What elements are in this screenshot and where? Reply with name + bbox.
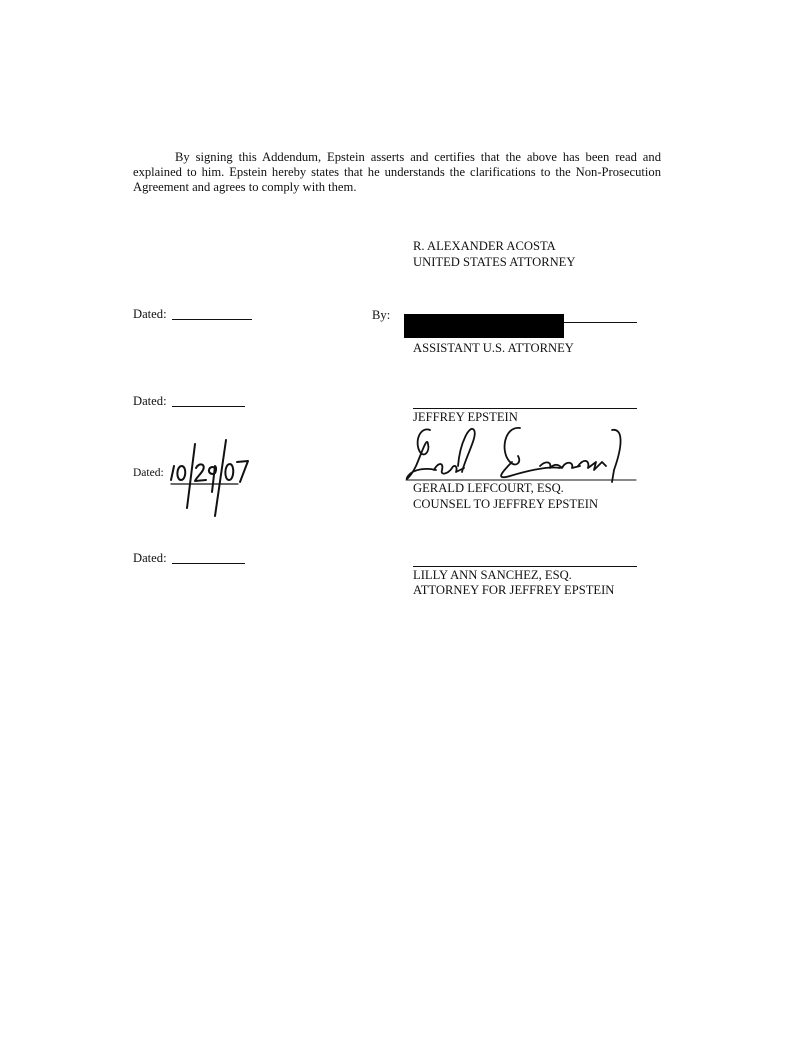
date-line-sanchez [172, 563, 245, 564]
signature-line-epstein [413, 408, 637, 409]
dated-label-lefcourt: Dated: [133, 467, 164, 479]
us-attorney-name: R. ALEXANDER ACOSTA [413, 239, 556, 253]
date-line-ausa [172, 319, 252, 320]
signature-line-sanchez [413, 566, 637, 567]
us-attorney-title: UNITED STATES ATTORNEY [413, 255, 576, 269]
handwritten-date-signature [168, 440, 258, 518]
ausa-title: ASSISTANT U.S. ATTORNEY [413, 341, 574, 355]
redaction-block [404, 314, 564, 338]
dated-label-sanchez: Dated: [133, 551, 167, 565]
sanchez-title: ATTORNEY FOR JEFFREY EPSTEIN [413, 583, 615, 597]
signature-line-ausa [564, 322, 637, 323]
certification-paragraph: By signing this Addendum, Epstein asserts and certifies that the above has been read and explained to him. Epstein hereby states that he understands the clarifications to the Non-Prosecution Agreement and agrees to comply with them. [133, 150, 661, 194]
dated-label-epstein: Dated: [133, 394, 167, 408]
lefcourt-title: COUNSEL TO JEFFREY EPSTEIN [413, 497, 599, 511]
dated-label-ausa: Dated: [133, 307, 167, 321]
date-line-epstein [172, 406, 245, 407]
by-label: By: [372, 308, 391, 322]
epstein-name: JEFFREY EPSTEIN [413, 410, 518, 424]
sanchez-name: LILLY ANN SANCHEZ, ESQ. [413, 568, 572, 582]
lefcourt-name: GERALD LEFCOURT, ESQ. [413, 481, 564, 495]
